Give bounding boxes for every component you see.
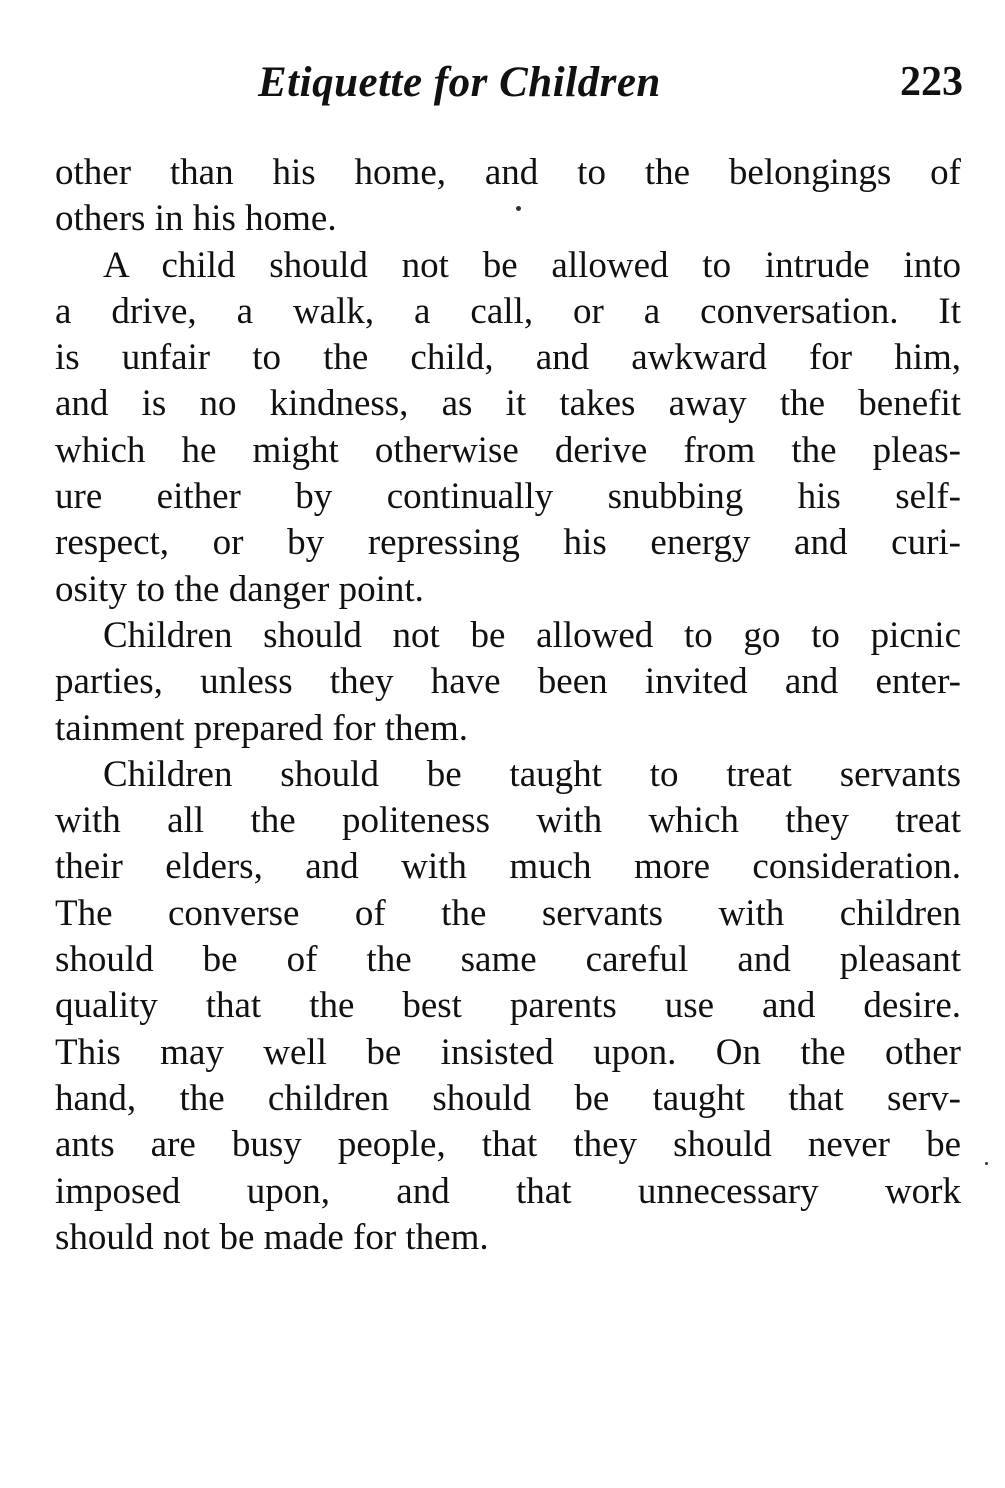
- text-line: should not be made for them.: [55, 1216, 489, 1258]
- text-line: respect, or by repressing his energy and curi-: [55, 522, 961, 564]
- text-line: ure either by continually snubbing his self-: [55, 476, 961, 518]
- text-line: a drive, a walk, a call, or a conversation. It: [55, 290, 961, 332]
- page-number: 223: [900, 59, 963, 105]
- text-line: A child should not be allowed to intrude into: [103, 244, 961, 286]
- text-line: is unfair to the child, and awkward for him,: [55, 337, 961, 379]
- page-header: [0, 58, 1005, 118]
- text-line: The converse of the servants with children: [55, 892, 961, 934]
- paragraph: [55, 752, 961, 1261]
- scan-speck: [516, 206, 521, 211]
- text-line: quality that the best parents use and desire.: [55, 985, 961, 1027]
- text-line: ants are busy people, that they should never be: [55, 1124, 961, 1166]
- paragraph: [55, 613, 961, 752]
- text-line: should be of the same careful and pleasant: [55, 939, 961, 981]
- scan-speck: [985, 1162, 988, 1165]
- text-line: Children should not be allowed to go to picnic: [103, 614, 961, 656]
- text-line: which he might otherwise derive from the pleas-: [55, 429, 961, 471]
- text-line: and is no kindness, as it takes away the benefit: [55, 383, 961, 425]
- text-line: Children should be taught to treat servants: [103, 753, 961, 795]
- text-line: other than his home, and to the belongings of: [55, 152, 961, 193]
- paragraph: [55, 243, 961, 613]
- text-line: others in his home.: [55, 198, 337, 240]
- text-line: imposed upon, and that unnecessary work: [55, 1170, 961, 1212]
- text-line: with all the politeness with which they treat: [55, 800, 961, 842]
- text-line: parties, unless they have been invited and enter-: [55, 661, 961, 703]
- text-line: their elders, and with much more consideration.: [55, 846, 961, 888]
- text-line: tainment prepared for them.: [55, 707, 468, 749]
- paragraph: [55, 150, 961, 243]
- text-line: osity to the danger point.: [55, 568, 424, 610]
- text-line: This may well be insisted upon. On the other: [55, 1031, 961, 1073]
- running-title: Etiquette for Children: [258, 59, 661, 106]
- text-line: hand, the children should be taught that serv-: [55, 1077, 961, 1119]
- body-text: [55, 150, 961, 1261]
